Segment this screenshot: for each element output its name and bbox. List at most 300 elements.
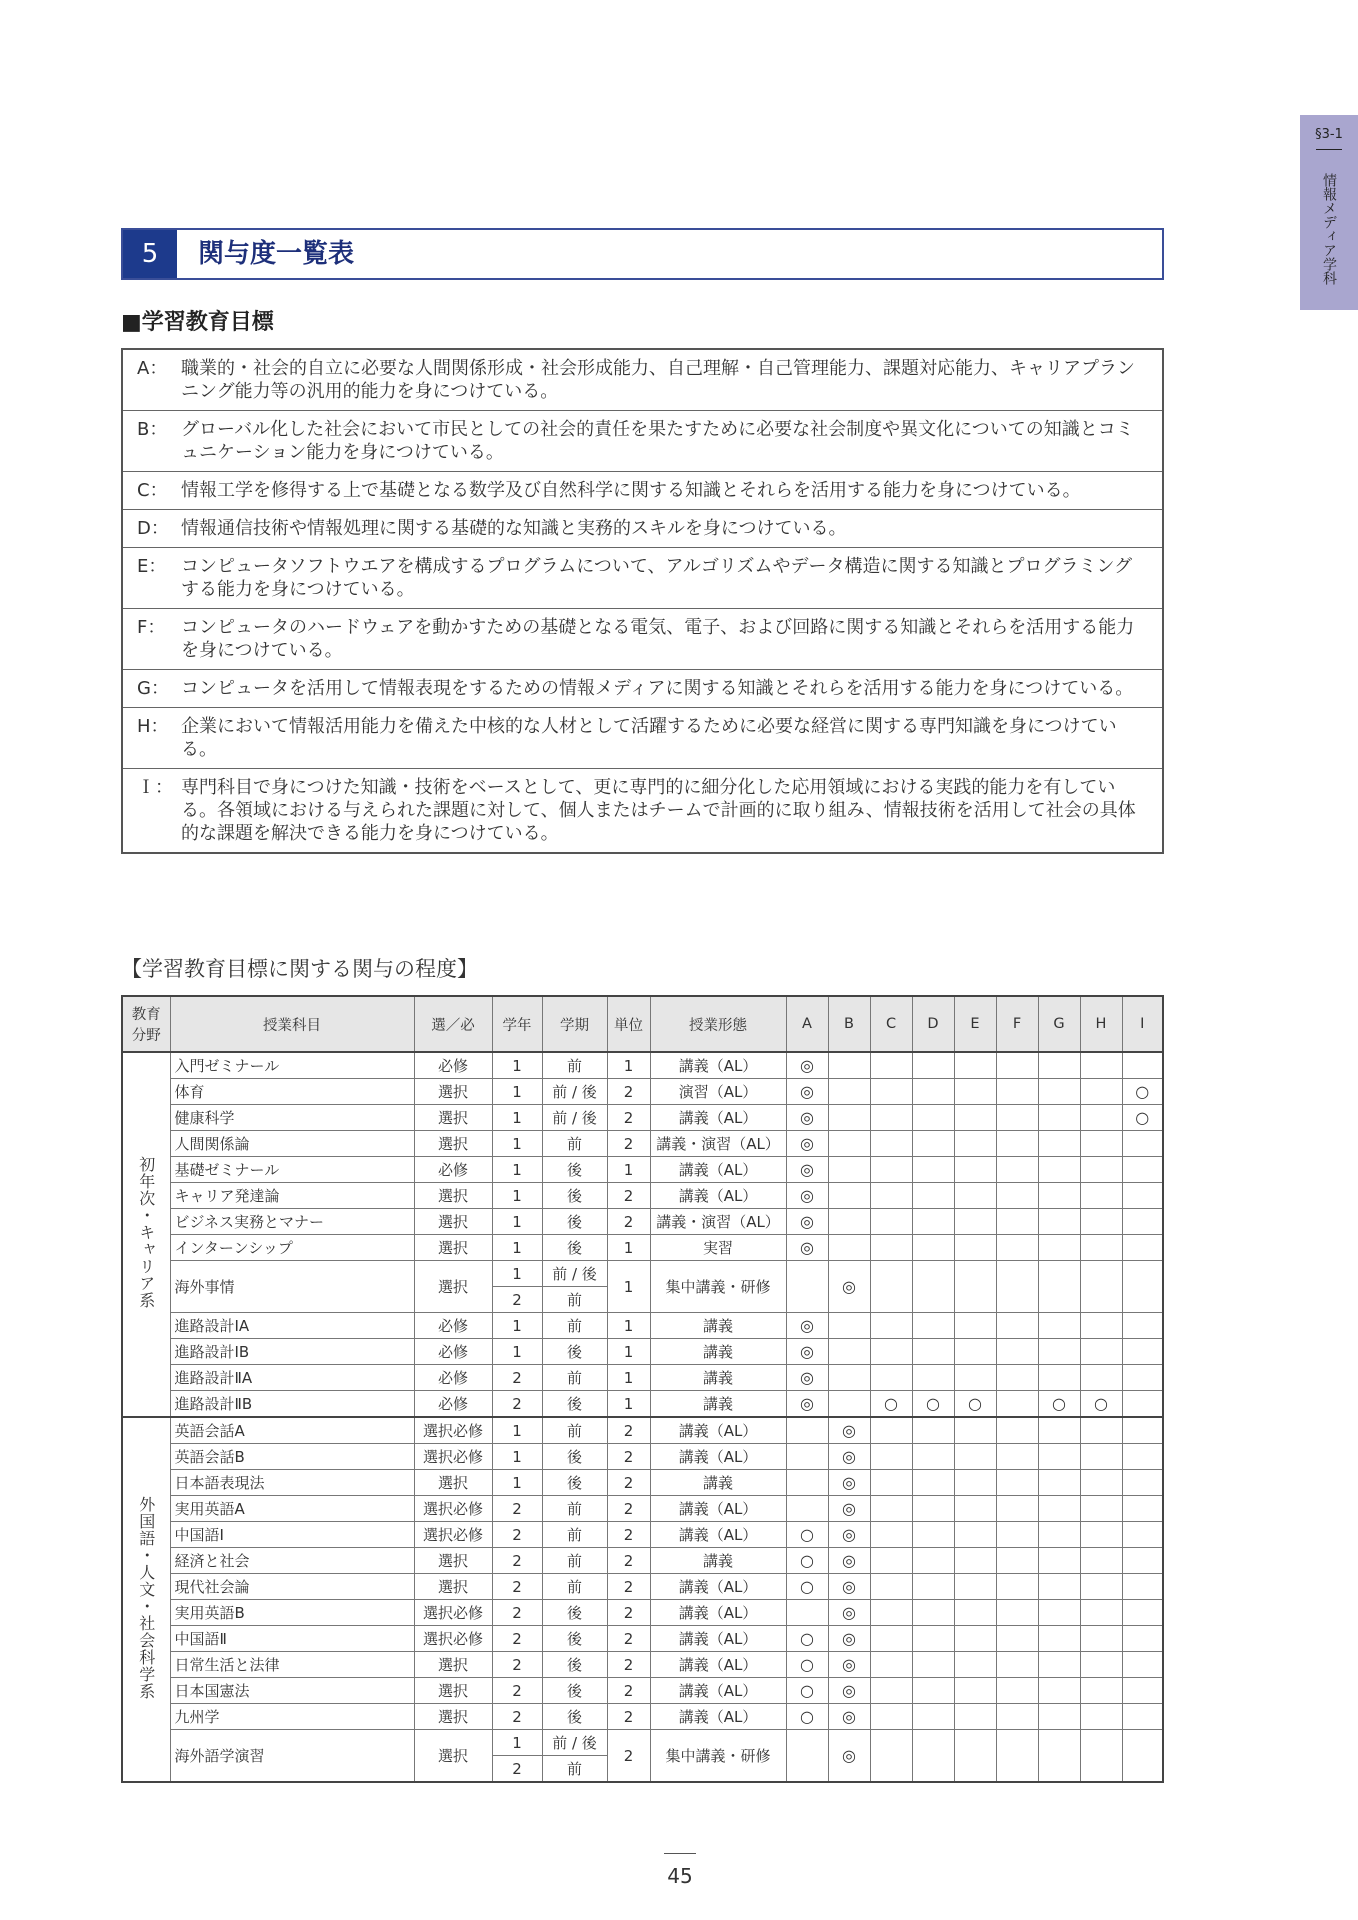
- term-cell: 前: [542, 1365, 607, 1391]
- goal-mark-b: [828, 1313, 870, 1339]
- term-cell: 前: [542, 1548, 607, 1574]
- credit-cell: 1: [607, 1235, 650, 1261]
- form-cell: 講義（AL）: [650, 1574, 786, 1600]
- goal-mark-a: [786, 1444, 828, 1470]
- credit-cell: 2: [607, 1600, 650, 1626]
- table-row: [122, 1704, 1163, 1730]
- goal-mark-f: [996, 1235, 1038, 1261]
- goal-mark-g: [1038, 1496, 1080, 1522]
- goal-mark-i: [1122, 1652, 1163, 1678]
- year-cell: 1: [492, 1417, 542, 1444]
- year-cell: 2: [492, 1496, 542, 1522]
- goal-mark-b: ◎: [828, 1444, 870, 1470]
- goal-mark-c: [870, 1235, 912, 1261]
- goal-mark-d: [912, 1548, 954, 1574]
- goal-mark-f: [996, 1730, 1038, 1783]
- req-cell: 選択: [414, 1652, 492, 1678]
- goal-mark-e: [954, 1704, 996, 1730]
- req-cell: 選択: [414, 1235, 492, 1261]
- credit-cell: 2: [607, 1470, 650, 1496]
- goal-mark-g: [1038, 1678, 1080, 1704]
- term-cell: 後: [542, 1209, 607, 1235]
- header-year: 学年: [492, 996, 542, 1052]
- form-cell: 講義（AL）: [650, 1157, 786, 1183]
- goal-item: [123, 708, 1162, 769]
- year-cell: 2: [492, 1365, 542, 1391]
- year-cell: 1: [492, 1131, 542, 1157]
- req-cell: 選択: [414, 1209, 492, 1235]
- req-cell: 選択必修: [414, 1600, 492, 1626]
- form-cell: 講義（AL）: [650, 1626, 786, 1652]
- table-row: [122, 1079, 1163, 1105]
- form-cell: 講義（AL）: [650, 1417, 786, 1444]
- goal-mark-a: ◎: [786, 1183, 828, 1209]
- goal-mark-f: [996, 1261, 1038, 1313]
- goal-mark-b: ◎: [828, 1626, 870, 1652]
- goal-text: グローバル化した社会において市民としての社会的責任を果たすために必要な社会制度や異文化についての知識とコミュニケーション能力を身につけている。: [181, 419, 1134, 463]
- goal-mark-g: [1038, 1444, 1080, 1470]
- req-cell: 選択: [414, 1548, 492, 1574]
- goal-mark-i: [1122, 1261, 1163, 1313]
- goal-mark-f: [996, 1496, 1038, 1522]
- goal-mark-i: [1122, 1157, 1163, 1183]
- goal-mark-a: ◎: [786, 1079, 828, 1105]
- goal-mark-a: ◎: [786, 1052, 828, 1079]
- header-subject: 授業科目: [170, 996, 414, 1052]
- year-cell: 2: [492, 1548, 542, 1574]
- year-cell: 2: [492, 1704, 542, 1730]
- goal-mark-c: [870, 1730, 912, 1783]
- heading-number: 5: [123, 230, 177, 278]
- section-heading: [121, 228, 1164, 280]
- table-row: [122, 1444, 1163, 1470]
- req-cell: 選択必修: [414, 1444, 492, 1470]
- goal-mark-c: [870, 1574, 912, 1600]
- goal-mark-h: [1080, 1600, 1122, 1626]
- goal-mark-h: [1080, 1574, 1122, 1600]
- subject-cell: 入門ゼミナール: [170, 1052, 414, 1079]
- subject-cell: 中国語Ⅱ: [170, 1626, 414, 1652]
- goal-mark-e: [954, 1052, 996, 1079]
- goal-item: [123, 769, 1162, 852]
- goal-mark-h: [1080, 1183, 1122, 1209]
- header-goal-i: I: [1122, 996, 1163, 1052]
- term-cell: 後: [542, 1470, 607, 1496]
- goal-mark-g: [1038, 1730, 1080, 1783]
- goal-mark-g: [1038, 1574, 1080, 1600]
- form-cell: 講義（AL）: [650, 1105, 786, 1131]
- goal-mark-e: [954, 1444, 996, 1470]
- goal-mark-b: ◎: [828, 1417, 870, 1444]
- year-cell: 2: [492, 1287, 542, 1313]
- goal-mark-h: [1080, 1704, 1122, 1730]
- goal-mark-b: [828, 1235, 870, 1261]
- goal-mark-d: [912, 1496, 954, 1522]
- credit-cell: 1: [607, 1313, 650, 1339]
- goal-mark-b: [828, 1052, 870, 1079]
- form-cell: 講義（AL）: [650, 1704, 786, 1730]
- goal-mark-d: [912, 1574, 954, 1600]
- req-cell: 選択: [414, 1131, 492, 1157]
- subject-cell: キャリア発達論: [170, 1183, 414, 1209]
- goal-mark-a: ○: [786, 1678, 828, 1704]
- credit-cell: 2: [607, 1417, 650, 1444]
- req-cell: 選択必修: [414, 1417, 492, 1444]
- goal-mark-d: [912, 1704, 954, 1730]
- subject-cell: 実用英語B: [170, 1600, 414, 1626]
- credit-cell: 1: [607, 1365, 650, 1391]
- goal-mark-i: ○: [1122, 1079, 1163, 1105]
- year-cell: 2: [492, 1756, 542, 1783]
- form-cell: 講義: [650, 1365, 786, 1391]
- goal-mark-e: [954, 1678, 996, 1704]
- subject-cell: 英語会話B: [170, 1444, 414, 1470]
- goal-mark-g: [1038, 1313, 1080, 1339]
- goal-mark-g: [1038, 1339, 1080, 1365]
- goal-mark-i: [1122, 1678, 1163, 1704]
- goal-mark-i: [1122, 1444, 1163, 1470]
- table-row: [122, 1470, 1163, 1496]
- year-cell: 2: [492, 1626, 542, 1652]
- year-cell: 1: [492, 1313, 542, 1339]
- goal-mark-f: [996, 1157, 1038, 1183]
- page-number: 45: [667, 1864, 693, 1888]
- table-row: [122, 1678, 1163, 1704]
- goal-mark-a: ○: [786, 1626, 828, 1652]
- goal-mark-d: [912, 1235, 954, 1261]
- credit-cell: 2: [607, 1079, 650, 1105]
- table-title: 【学習教育目標に関する関与の程度】: [121, 957, 478, 981]
- year-cell: 1: [492, 1730, 542, 1756]
- footer-rule: [664, 1853, 696, 1854]
- subject-cell: 日本語表現法: [170, 1470, 414, 1496]
- goal-mark-d: [912, 1652, 954, 1678]
- goals-list: [121, 348, 1164, 854]
- header-goal-g: G: [1038, 996, 1080, 1052]
- goal-mark-h: [1080, 1417, 1122, 1444]
- goal-mark-b: [828, 1079, 870, 1105]
- form-cell: 講義（AL）: [650, 1600, 786, 1626]
- goal-mark-h: [1080, 1131, 1122, 1157]
- req-cell: 選択: [414, 1678, 492, 1704]
- table-row: [122, 1496, 1163, 1522]
- goal-mark-e: [954, 1339, 996, 1365]
- goal-mark-d: [912, 1131, 954, 1157]
- goals-title: ■学習教育目標: [121, 310, 274, 335]
- goal-text: コンピュータソフトウエアを構成するプログラムについて、アルゴリズムやデータ構造に関する知識とプログラミングする能力を身につけている。: [181, 556, 1133, 600]
- goal-mark-h: [1080, 1444, 1122, 1470]
- goal-mark-c: [870, 1626, 912, 1652]
- goal-mark-i: [1122, 1522, 1163, 1548]
- section-number: §3-1: [1315, 127, 1343, 142]
- credit-cell: 1: [607, 1052, 650, 1079]
- goal-mark-h: [1080, 1157, 1122, 1183]
- goal-mark-g: [1038, 1105, 1080, 1131]
- subject-cell: 日常生活と法律: [170, 1652, 414, 1678]
- table-row: [122, 1105, 1163, 1131]
- goal-mark-c: [870, 1704, 912, 1730]
- goal-mark-f: [996, 1548, 1038, 1574]
- goal-mark-g: [1038, 1652, 1080, 1678]
- goal-mark-h: ○: [1080, 1391, 1122, 1418]
- goal-mark-b: ◎: [828, 1496, 870, 1522]
- category-label: 外国語・人文・社会科学系: [136, 1495, 156, 1700]
- goal-mark-a: ○: [786, 1704, 828, 1730]
- table-row: [122, 1313, 1163, 1339]
- goal-mark-i: [1122, 1131, 1163, 1157]
- goal-mark-g: [1038, 1522, 1080, 1548]
- goal-mark-f: [996, 1105, 1038, 1131]
- goal-text: 企業において情報活用能力を備えた中核的な人材として活躍するために必要な経営に関する専門知識を身につけている。: [181, 716, 1117, 760]
- goal-mark-c: [870, 1365, 912, 1391]
- goal-mark-g: [1038, 1131, 1080, 1157]
- goal-key: C：: [137, 480, 168, 501]
- goal-item: [123, 609, 1162, 670]
- goal-mark-d: [912, 1678, 954, 1704]
- goal-mark-d: [912, 1339, 954, 1365]
- goal-mark-d: ○: [912, 1391, 954, 1418]
- goal-mark-a: ○: [786, 1548, 828, 1574]
- goal-mark-c: [870, 1678, 912, 1704]
- credit-cell: 2: [607, 1678, 650, 1704]
- goal-mark-i: ○: [1122, 1105, 1163, 1131]
- req-cell: 選択必修: [414, 1626, 492, 1652]
- goal-mark-d: [912, 1157, 954, 1183]
- goal-mark-c: [870, 1652, 912, 1678]
- goal-mark-c: [870, 1261, 912, 1313]
- req-cell: 必修: [414, 1339, 492, 1365]
- form-cell: 演習（AL）: [650, 1079, 786, 1105]
- credit-cell: 1: [607, 1391, 650, 1418]
- goal-mark-f: [996, 1209, 1038, 1235]
- credit-cell: 2: [607, 1652, 650, 1678]
- term-cell: 後: [542, 1704, 607, 1730]
- goal-mark-g: [1038, 1470, 1080, 1496]
- goal-mark-h: [1080, 1261, 1122, 1313]
- goal-mark-g: [1038, 1261, 1080, 1313]
- req-cell: 必修: [414, 1313, 492, 1339]
- goal-mark-f: [996, 1470, 1038, 1496]
- goal-mark-g: [1038, 1235, 1080, 1261]
- goal-mark-b: [828, 1339, 870, 1365]
- goal-mark-e: [954, 1365, 996, 1391]
- goal-mark-a: [786, 1470, 828, 1496]
- goal-mark-f: [996, 1652, 1038, 1678]
- department-name: 情報メディア学科: [1321, 173, 1337, 285]
- goal-mark-b: [828, 1157, 870, 1183]
- goal-mark-e: [954, 1522, 996, 1548]
- credit-cell: 2: [607, 1105, 650, 1131]
- year-cell: 2: [492, 1600, 542, 1626]
- goal-mark-b: ◎: [828, 1548, 870, 1574]
- goal-mark-e: [954, 1626, 996, 1652]
- header-field-label: [132, 1007, 161, 1044]
- credit-cell: 1: [607, 1339, 650, 1365]
- table-row: [122, 1365, 1163, 1391]
- goal-mark-c: [870, 1522, 912, 1548]
- goal-mark-e: [954, 1600, 996, 1626]
- goal-mark-d: [912, 1052, 954, 1079]
- goal-mark-i: [1122, 1339, 1163, 1365]
- table-header-row: [122, 996, 1163, 1052]
- goal-mark-i: [1122, 1417, 1163, 1444]
- goal-key: Ｉ：: [137, 777, 173, 798]
- goal-mark-c: [870, 1157, 912, 1183]
- goal-mark-g: [1038, 1600, 1080, 1626]
- goal-mark-g: ○: [1038, 1391, 1080, 1418]
- term-cell: 前: [542, 1313, 607, 1339]
- form-cell: 講義: [650, 1470, 786, 1496]
- req-cell: 選択: [414, 1574, 492, 1600]
- section-side-tab: [1300, 115, 1358, 310]
- goal-mark-h: [1080, 1313, 1122, 1339]
- goal-mark-e: [954, 1079, 996, 1105]
- credit-cell: 2: [607, 1131, 650, 1157]
- subject-cell: 海外事情: [170, 1261, 414, 1313]
- goal-mark-c: [870, 1417, 912, 1444]
- form-cell: 集中講義・研修: [650, 1261, 786, 1313]
- goal-mark-h: [1080, 1678, 1122, 1704]
- heading-title: 関与度一覧表: [198, 239, 355, 269]
- goal-mark-i: [1122, 1235, 1163, 1261]
- form-cell: 講義（AL）: [650, 1052, 786, 1079]
- header-field-line: 分野: [131, 1028, 161, 1044]
- goal-mark-a: [786, 1417, 828, 1444]
- goal-mark-d: [912, 1313, 954, 1339]
- form-cell: 集中講義・研修: [650, 1730, 786, 1783]
- goal-mark-a: ◎: [786, 1339, 828, 1365]
- goal-mark-f: [996, 1079, 1038, 1105]
- goal-mark-e: [954, 1261, 996, 1313]
- year-cell: 1: [492, 1470, 542, 1496]
- header-goal-b: B: [828, 996, 870, 1052]
- goal-mark-b: [828, 1391, 870, 1418]
- goal-mark-f: [996, 1522, 1038, 1548]
- goal-mark-a: [786, 1730, 828, 1783]
- goal-mark-d: [912, 1365, 954, 1391]
- year-cell: 1: [492, 1235, 542, 1261]
- goal-mark-a: ○: [786, 1652, 828, 1678]
- form-cell: 講義（AL）: [650, 1444, 786, 1470]
- table-row: [122, 1339, 1163, 1365]
- goal-mark-i: [1122, 1704, 1163, 1730]
- term-cell: 前: [542, 1756, 607, 1783]
- goal-mark-f: [996, 1600, 1038, 1626]
- goal-mark-c: [870, 1079, 912, 1105]
- year-cell: 1: [492, 1444, 542, 1470]
- goal-mark-i: [1122, 1600, 1163, 1626]
- goal-mark-h: [1080, 1522, 1122, 1548]
- table-row: [122, 1261, 1163, 1287]
- credit-cell: 2: [607, 1522, 650, 1548]
- term-cell: 前: [542, 1574, 607, 1600]
- req-cell: 選択: [414, 1704, 492, 1730]
- goal-text: コンピュータを活用して情報表現をするための情報メディアに関する知識とそれらを活用する能力を身につけている。: [181, 678, 1134, 699]
- goal-mark-d: [912, 1444, 954, 1470]
- goal-mark-d: [912, 1626, 954, 1652]
- table-row: [122, 1730, 1163, 1756]
- year-cell: 1: [492, 1339, 542, 1365]
- table-row: [122, 1183, 1163, 1209]
- term-cell: 前 / 後: [542, 1079, 607, 1105]
- goal-mark-f: [996, 1626, 1038, 1652]
- subject-cell: インターンシップ: [170, 1235, 414, 1261]
- goal-item: [123, 411, 1162, 472]
- subject-cell: 進路設計ⅡB: [170, 1391, 414, 1418]
- goal-mark-a: [786, 1496, 828, 1522]
- goal-mark-g: [1038, 1079, 1080, 1105]
- year-cell: 2: [492, 1391, 542, 1418]
- goal-mark-e: [954, 1131, 996, 1157]
- credit-cell: 2: [607, 1730, 650, 1783]
- goal-item: [123, 548, 1162, 609]
- goal-mark-g: [1038, 1183, 1080, 1209]
- form-cell: 講義: [650, 1391, 786, 1418]
- req-cell: 選択: [414, 1730, 492, 1783]
- term-cell: 後: [542, 1183, 607, 1209]
- goal-mark-b: [828, 1131, 870, 1157]
- goal-mark-i: [1122, 1730, 1163, 1783]
- goal-mark-a: ◎: [786, 1157, 828, 1183]
- goal-mark-f: [996, 1391, 1038, 1418]
- goal-mark-i: [1122, 1313, 1163, 1339]
- table-row: [122, 1626, 1163, 1652]
- goal-mark-b: ◎: [828, 1522, 870, 1548]
- table-row: [122, 1391, 1163, 1418]
- goal-mark-c: [870, 1183, 912, 1209]
- goal-mark-a: ◎: [786, 1235, 828, 1261]
- term-cell: 後: [542, 1391, 607, 1418]
- goal-mark-c: [870, 1600, 912, 1626]
- req-cell: 選択: [414, 1261, 492, 1313]
- goal-mark-b: ◎: [828, 1261, 870, 1313]
- goal-mark-b: ◎: [828, 1574, 870, 1600]
- req-cell: 選択: [414, 1470, 492, 1496]
- goal-mark-e: [954, 1417, 996, 1444]
- goal-mark-d: [912, 1183, 954, 1209]
- goal-mark-f: [996, 1444, 1038, 1470]
- term-cell: 後: [542, 1678, 607, 1704]
- subject-cell: 体育: [170, 1079, 414, 1105]
- header-goal-f: F: [996, 996, 1038, 1052]
- table-row: [122, 1157, 1163, 1183]
- credit-cell: 2: [607, 1496, 650, 1522]
- goal-key: E：: [137, 556, 167, 577]
- year-cell: 2: [492, 1678, 542, 1704]
- goal-mark-c: [870, 1496, 912, 1522]
- term-cell: 後: [542, 1444, 607, 1470]
- goal-mark-f: [996, 1678, 1038, 1704]
- goal-mark-e: [954, 1209, 996, 1235]
- header-form: 授業形態: [650, 996, 786, 1052]
- term-cell: 前: [542, 1131, 607, 1157]
- goal-mark-b: ◎: [828, 1600, 870, 1626]
- category-cell: [122, 1417, 170, 1782]
- term-cell: 前: [542, 1417, 607, 1444]
- goal-item: [123, 670, 1162, 708]
- year-cell: 2: [492, 1652, 542, 1678]
- term-cell: 前 / 後: [542, 1730, 607, 1756]
- goal-mark-e: [954, 1730, 996, 1783]
- form-cell: 講義（AL）: [650, 1522, 786, 1548]
- year-cell: 1: [492, 1157, 542, 1183]
- goal-mark-h: [1080, 1626, 1122, 1652]
- goal-mark-f: [996, 1417, 1038, 1444]
- credit-cell: 2: [607, 1183, 650, 1209]
- goal-mark-h: [1080, 1470, 1122, 1496]
- term-cell: 前: [542, 1522, 607, 1548]
- goal-item: [123, 472, 1162, 510]
